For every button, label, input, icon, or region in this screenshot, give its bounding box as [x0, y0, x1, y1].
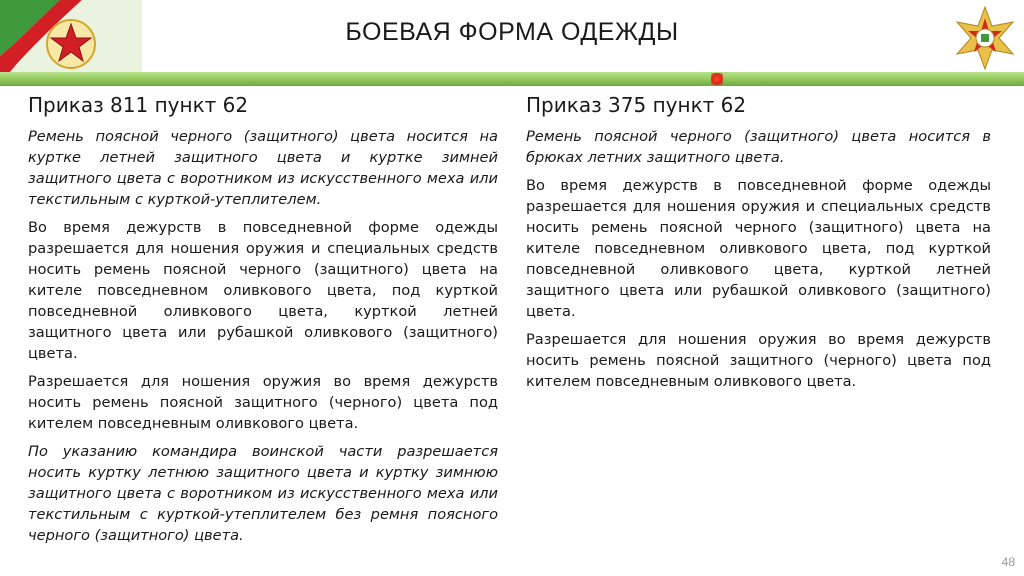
- left-paragraph: Ремень поясной черного (защитного) цвета носится на куртке летней защитного цвета и куртке зимней защитного цвета с воротником из искусственного меха или текстильным с курткой-утеплителем.: [28, 128, 498, 208]
- left-column-heading: Приказ 811 пункт 62: [28, 93, 249, 117]
- right-paragraph: Ремень поясной черного (защитного) цвета носится в брюках летних защитного цвета.: [526, 128, 991, 166]
- right-paragraph: Разрешается для ношения оружия во время дежурств носить ремень поясной защитного (черного) цвета под кителем повседневным оливкового цвета.: [526, 331, 991, 390]
- military-emblem-icon: [952, 6, 1018, 70]
- right-column-heading: Приказ 375 пункт 62: [526, 93, 747, 117]
- right-paragraph: Во время дежурств в повседневной форме одежды разрешается для ношения оружия и специальных средств носить ремень поясной черного (защитного) цвета на кителе повседневном оливкового цвета, под курткой повседневной оливкового цвета, курткой летней защитного цвета или рубашкой оливкового (защитного) цвета.: [526, 177, 991, 320]
- left-column: [28, 92, 498, 553]
- header-accent-bar: [0, 72, 1024, 86]
- left-paragraph: По указанию командира воинской части разрешается носить куртку летнюю защитного цвета и куртку зимнюю защитного цвета с воротником из искусственного меха или текстильным с курткой-утеплителем без ремня поясного черного (защитного) цвета.: [28, 443, 498, 544]
- slide-header: [0, 0, 1024, 72]
- accent-marker: [711, 73, 723, 85]
- left-paragraph: Во время дежурств в повседневной форме одежды разрешается для ношения оружия и специальных средств носить ремень поясной черного (защитного) цвета на кителе повседневном оливкового цвета, под курткой повседневной оливкового цвета, курткой летней защитного цвета или рубашкой оливкового (защитного) цвета.: [28, 219, 498, 362]
- right-column: [526, 92, 991, 399]
- left-paragraph: Разрешается для ношения оружия во время дежурств носить ремень поясной защитного (черного) цвета под кителем повседневным оливкового цвета.: [28, 373, 498, 432]
- page-number: 48: [1001, 555, 1015, 569]
- page-title: БОЕВАЯ ФОРМА ОДЕЖДЫ: [345, 18, 679, 46]
